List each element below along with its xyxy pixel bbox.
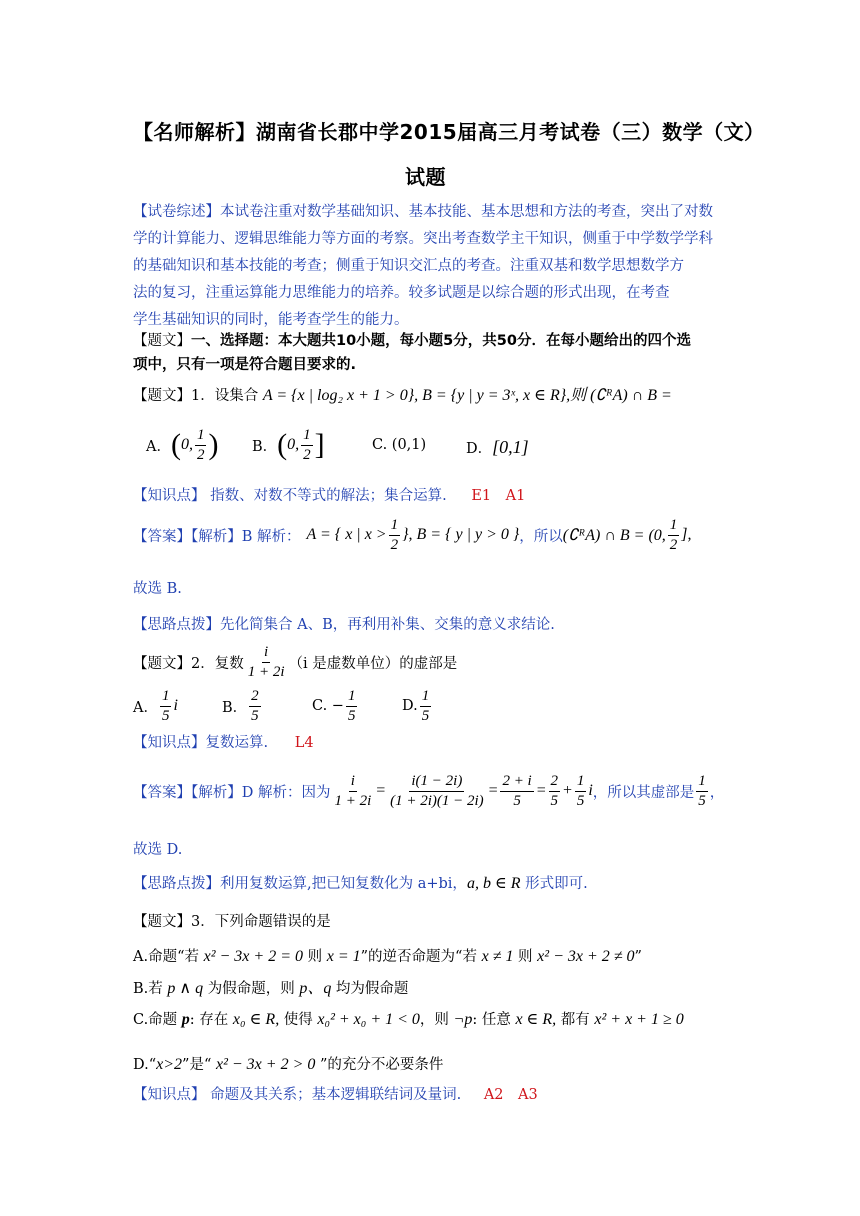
q2-hint bbox=[133, 872, 588, 893]
q1-answer-expr: (∁ᴿA) ∩ B = (0, bbox=[562, 527, 666, 544]
q3-opt-a-mid2: ”的逆否命题为“若 bbox=[360, 949, 482, 965]
q1-stem-text: 1．设集合 bbox=[191, 388, 259, 404]
q2-option-a-label: A． bbox=[133, 699, 158, 716]
q2-answer-eq-3: = bbox=[535, 782, 547, 799]
q3-opt-a-m1: x² − 3x + 2 = 0 bbox=[203, 948, 303, 965]
section-line-1 bbox=[133, 328, 691, 355]
q3-opt-c-t2: 使得 bbox=[279, 1012, 318, 1028]
q3-opt-c-p: p bbox=[181, 1011, 190, 1028]
q1-option-b-label: B． bbox=[252, 438, 278, 455]
q1-stem-tail: ,则 (∁ᴿA) ∩ B = bbox=[566, 387, 672, 404]
q1-knowledge-point bbox=[133, 484, 525, 505]
page-title-line2: 试题 bbox=[405, 165, 446, 189]
q1-opt-b-num: 1 bbox=[301, 428, 313, 446]
q1-option-b bbox=[252, 425, 325, 465]
q2-answer-i: i bbox=[588, 782, 593, 799]
q1-tag: 【题文】 bbox=[133, 388, 191, 404]
q3-option-a bbox=[133, 945, 642, 966]
q2-answer-comma: ， bbox=[709, 784, 725, 801]
q1-hint-text: 先化简集合 A、B，再利用补集、交集的意义求结论. bbox=[220, 617, 555, 633]
q2-opt-b-frac bbox=[249, 689, 261, 724]
q2-opt-b-den: 5 bbox=[251, 707, 259, 724]
q3-opt-d-pre: D.“ bbox=[133, 1057, 157, 1073]
overview-line-1 bbox=[133, 199, 713, 226]
q1-conclusion: 故选 B. bbox=[133, 581, 182, 597]
q1-answer-num: 1 bbox=[389, 518, 401, 536]
overview-line-5: 学生基础知识的同时，能考查学生的能力。 bbox=[133, 312, 409, 328]
q3-opt-d-end: ”的充分不必要条件 bbox=[315, 1057, 444, 1073]
q2-option-d bbox=[402, 684, 433, 728]
q2-answer bbox=[133, 764, 724, 818]
q1-paren-open-b: ( bbox=[277, 428, 288, 461]
q1-answer-frac-2 bbox=[668, 518, 680, 553]
q2-hint-end: 形式即可. bbox=[520, 876, 588, 892]
q1-answer-mid: ，所以 bbox=[519, 528, 563, 545]
q2-answer-plus: + bbox=[562, 782, 573, 799]
section-text-2: 项中，只有一项是符合题目要求的. bbox=[133, 357, 357, 373]
overview-tag: 【试卷综述】 bbox=[133, 204, 220, 220]
q3-opt-a-m2: x = 1 bbox=[326, 948, 361, 965]
q3-opt-c-t4: : 任意 bbox=[472, 1012, 516, 1028]
q2-answer-frac-6 bbox=[696, 774, 708, 809]
q3-opt-b-mid: 为假命题，则 bbox=[203, 981, 300, 997]
q2-opt-d-frac bbox=[420, 689, 432, 724]
q1-answer bbox=[133, 515, 692, 555]
q3-opt-c-m1: x₀ ∈ R, bbox=[232, 1011, 280, 1028]
q1-hint bbox=[133, 613, 555, 634]
q2-opt-a-frac bbox=[160, 689, 172, 724]
q3-opt-a-mid1: 则 bbox=[303, 949, 327, 965]
section-text-1: 一、选择题：本大题共10小题，每小题5分，共50分．在每小题给出的四个选 bbox=[191, 333, 691, 349]
overview-line-4: 法的复习，注重运算能力思维能力的培养。较多试题是以综合题的形式出现，在考查 bbox=[133, 285, 670, 301]
q3-opt-b-m2: p、q bbox=[299, 980, 332, 997]
q1-opt-a-den: 2 bbox=[196, 446, 205, 463]
q2-option-c-label: C. − bbox=[312, 698, 344, 714]
q2-answer-frac-3 bbox=[500, 774, 533, 809]
q2-option-a bbox=[133, 684, 178, 728]
q3-opt-d-m2: x² − 3x + 2 > 0 bbox=[215, 1056, 316, 1073]
q2-answer-tag: 【答案】【解析】 bbox=[133, 784, 242, 801]
q2-hint-math: a, b ∈ R bbox=[466, 875, 521, 892]
q2-answer-f6-num: 1 bbox=[696, 774, 708, 792]
q3-opt-d-m1: x>2 bbox=[156, 1056, 183, 1073]
q3-opt-c-m3: ¬p bbox=[453, 1011, 473, 1028]
q2-answer-f4-den: 5 bbox=[550, 792, 559, 809]
q2-opt-a-den: 5 bbox=[161, 707, 170, 724]
overview-line-2: 学的计算能力、逻辑思维能力等方面的考察。突出考查数学主干知识，侧重于中学数学学科 bbox=[133, 231, 713, 247]
q2-opt-a-num: 1 bbox=[160, 689, 172, 707]
q2-knowledge-point bbox=[133, 731, 314, 752]
q3-opt-c-m2: x₀² + x₀ + 1 < 0 bbox=[317, 1011, 420, 1028]
q2-option-b-label: B． bbox=[222, 699, 248, 716]
q2-answer-f2-den: (1 + 2i)(1 − 2i) bbox=[390, 792, 484, 809]
q1-opt-a-num: 1 bbox=[195, 428, 207, 446]
q3-opt-b-end: 均为假命题 bbox=[331, 981, 409, 997]
q2-kp-tag: 【知识点】 bbox=[133, 735, 206, 751]
q2-conclusion: 故选 D. bbox=[133, 842, 183, 858]
q3-opt-c-t1: : 存在 bbox=[189, 1012, 233, 1028]
q3-opt-c-t5: 都有 bbox=[556, 1012, 595, 1028]
q2-option-b bbox=[222, 684, 263, 728]
q1-answer-den: 2 bbox=[390, 536, 399, 553]
q1-opt-b-frac bbox=[301, 428, 313, 463]
q1-option-a-label: A． bbox=[146, 438, 171, 455]
q1-opt-a-frac bbox=[195, 428, 207, 463]
q3-stem-text: 3．下列命题错误的是 bbox=[191, 914, 331, 930]
q1-answer-set-a: A = { x | x > bbox=[306, 526, 387, 543]
q2-answer-f3-den: 5 bbox=[513, 792, 521, 809]
q1-paren-open: ( bbox=[170, 428, 181, 461]
q1-kp-codes: E1 A1 bbox=[471, 488, 526, 504]
q3-opt-b-pre: B.若 bbox=[133, 981, 168, 997]
q1-set-a: A = {x | log₂ x + 1 > 0}, bbox=[262, 387, 423, 404]
q2-hint-text: 利用复数运算,把已知复数化为 a+bi， bbox=[220, 876, 467, 892]
q1-option-d bbox=[466, 437, 529, 458]
q1-answer-tag: 【答案】【解析】 bbox=[133, 528, 242, 545]
q2-answer-frac-5 bbox=[575, 774, 587, 809]
q3-opt-a-pre: A.命题“若 bbox=[133, 949, 204, 965]
q1-answer-letter: B 解析： bbox=[241, 528, 301, 545]
q1-kp-text: 指数、对数不等式的解法；集合运算. bbox=[210, 488, 447, 504]
q3-opt-c-pre: C.命题 bbox=[133, 1012, 182, 1028]
q2-opt-c-den: 5 bbox=[347, 707, 356, 724]
q2-option-d-label: D. bbox=[402, 698, 418, 714]
q1-kp-tag: 【知识点】 bbox=[133, 488, 206, 504]
q1-answer-set-b: }, B = { y | y > 0 } bbox=[402, 526, 520, 543]
q3-opt-b-m1: p ∧ q bbox=[167, 980, 204, 997]
q2-answer-tail: ，所以其虚部是 bbox=[592, 784, 695, 801]
q2-opt-b-num: 2 bbox=[249, 689, 261, 707]
q2-opt-c-num: 1 bbox=[346, 689, 358, 707]
q2-answer-text: D 解析：因为 bbox=[241, 784, 331, 801]
q3-opt-a-m4: x² − 3x + 2 ≠ 0 bbox=[537, 948, 635, 965]
q2-opt-d-num: 1 bbox=[420, 689, 432, 707]
page-title: 【名师解析】湖南省长郡中学2015届高三月考试卷（三）数学（文） bbox=[133, 120, 765, 144]
q1-answer-end: ], bbox=[681, 526, 692, 543]
q1-bracket-close-b: ] bbox=[314, 428, 325, 461]
q3-opt-c-m5: x² + x + 1 ≥ 0 bbox=[594, 1011, 684, 1028]
q2-answer-frac-4 bbox=[549, 774, 561, 809]
section-tag: 【题文】 bbox=[133, 333, 191, 349]
q2-kp-text: 复数运算. bbox=[205, 735, 269, 751]
q2-opt-a-i: i bbox=[173, 697, 178, 714]
q2-answer-frac-1 bbox=[332, 774, 373, 809]
q1-answer-frac bbox=[389, 518, 401, 553]
q1-opt-b-den: 2 bbox=[303, 446, 311, 463]
q1-option-c: C. (0,1) bbox=[372, 437, 427, 453]
q2-frac bbox=[246, 645, 287, 680]
q1-paren-close: ) bbox=[208, 428, 219, 461]
overview-text-1: 本试卷注重对数学基础知识、基本技能、基本思想和方法的考查，突出了对数 bbox=[220, 204, 713, 220]
q3-option-c bbox=[133, 1008, 684, 1029]
q3-opt-d-mid: ”是“ bbox=[182, 1057, 216, 1073]
q2-stem-text: 2．复数 bbox=[191, 655, 244, 672]
q2-answer-f5-num: 1 bbox=[575, 774, 587, 792]
q2-answer-f1-num: i bbox=[349, 774, 357, 792]
q3-tag: 【题文】 bbox=[133, 914, 191, 930]
q1-set-b: B = {y | y = 3ˣ, x ∈ R} bbox=[422, 387, 567, 404]
q2-stem bbox=[133, 640, 457, 684]
q3-opt-c-m4: x ∈ R, bbox=[515, 1011, 557, 1028]
q2-answer-f5-den: 5 bbox=[576, 792, 585, 809]
q3-kp-codes: A2 A3 bbox=[483, 1087, 538, 1103]
q3-knowledge-point bbox=[133, 1083, 538, 1104]
overview-line-3: 的基础知识和基本技能的考查；侧重于知识交汇点的考查。注重双基和数学思想数学方 bbox=[133, 258, 684, 274]
q3-kp-tag: 【知识点】 bbox=[133, 1087, 206, 1103]
q2-answer-f6-den: 5 bbox=[698, 792, 706, 809]
q2-answer-eq-2: = bbox=[487, 782, 499, 799]
q1-opt-b-zero: 0, bbox=[287, 436, 300, 453]
q3-option-d bbox=[133, 1053, 443, 1074]
q1-opt-a-zero: 0, bbox=[180, 436, 193, 453]
q2-opt-d-den: 5 bbox=[421, 707, 430, 724]
q2-frac-num: i bbox=[262, 645, 270, 663]
q3-kp-text: 命题及其关系；基本逻辑联结词及量词. bbox=[210, 1087, 462, 1103]
q1-hint-tag: 【思路点拨】 bbox=[133, 617, 220, 633]
q2-answer-f3-num: 2 + i bbox=[500, 774, 533, 792]
q1-option-d-label: D． bbox=[466, 441, 493, 457]
q2-kp-code: L4 bbox=[294, 735, 314, 751]
q3-option-b bbox=[133, 975, 408, 998]
q2-answer-f1-den: 1 + 2i bbox=[334, 792, 372, 809]
q3-opt-a-end: ” bbox=[634, 949, 642, 965]
q2-option-c bbox=[312, 684, 359, 728]
q2-tag: 【题文】 bbox=[133, 655, 191, 672]
q1-option-a bbox=[146, 425, 218, 465]
q2-answer-f2-num: i(1 − 2i) bbox=[409, 774, 464, 792]
q3-stem bbox=[133, 910, 331, 931]
q2-hint-tag: 【思路点拨】 bbox=[133, 876, 220, 892]
q2-answer-eq-1: = bbox=[375, 782, 387, 799]
q1-answer-num-2: 1 bbox=[668, 518, 680, 536]
q1-answer-den-2: 2 bbox=[669, 536, 678, 553]
q1-stem bbox=[133, 382, 672, 405]
q1-option-d-value: [0,1] bbox=[492, 437, 529, 457]
q3-opt-a-m3: x ≠ 1 bbox=[481, 948, 514, 965]
q2-answer-frac-2 bbox=[388, 774, 486, 809]
q2-opt-c-frac bbox=[346, 689, 358, 724]
q2-answer-f4-num: 2 bbox=[549, 774, 561, 792]
q3-opt-c-t3: ，则 bbox=[419, 1012, 454, 1028]
q2-stem-tail: （i 是虚数单位）的虚部是 bbox=[288, 655, 458, 672]
q3-opt-a-mid3: 则 bbox=[513, 949, 538, 965]
q2-frac-den: 1 + 2i bbox=[247, 663, 285, 680]
